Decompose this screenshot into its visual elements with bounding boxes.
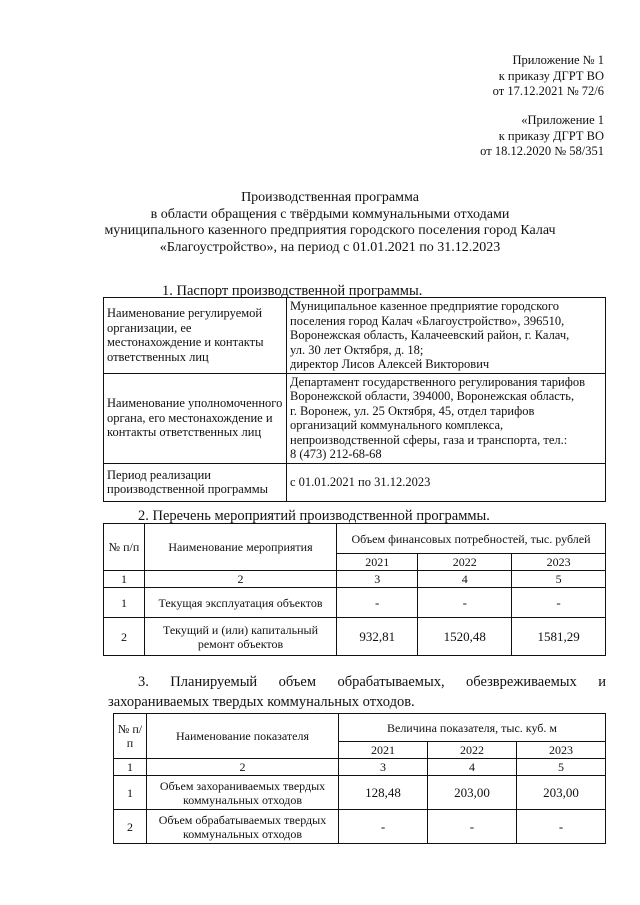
table-row — [104, 463, 606, 501]
table-row — [104, 571, 606, 588]
col-value-header: Величина показателя, тыс. куб. м — [339, 714, 606, 742]
heading-word: обезвреживаемых — [466, 674, 577, 690]
row-value: - — [516, 810, 605, 844]
value-line: организаций коммунального комплекса, — [290, 418, 504, 432]
index-cell: 2 — [147, 759, 339, 776]
value-line: Муниципальное казенное предприятие городского — [290, 299, 559, 313]
value-line: поселения город Калач «Благоустройство», 396510, — [290, 313, 565, 328]
indicators-table — [113, 713, 606, 844]
row-value: 932,81 — [337, 618, 418, 656]
col-name-header: Наименование показателя — [147, 714, 339, 759]
value-line: непроизводственной сферы, газа и транспорта, тел.: — [290, 432, 568, 447]
index-cell: 1 — [114, 759, 147, 776]
year-header: 2022 — [418, 554, 512, 571]
col-name-header: Наименование мероприятия — [145, 524, 337, 571]
table-row — [104, 618, 606, 656]
row-value: - — [337, 588, 418, 618]
section2-heading: 2. Перечень мероприятий производственной программы. — [138, 508, 490, 524]
row-value: 203,00 — [516, 776, 605, 810]
table-row — [114, 759, 606, 776]
section3-heading — [138, 674, 606, 691]
year-header: 2023 — [512, 554, 606, 571]
row-value: - — [512, 588, 606, 618]
annex-line: к приказу ДГРТ ВО — [498, 68, 604, 83]
passport-value — [287, 373, 606, 463]
section3-heading-line2: захораниваемых твердых коммунальных отходов. — [108, 694, 415, 710]
passport-value — [287, 463, 606, 501]
row-value: 203,00 — [427, 776, 516, 810]
value-line: г. Воронеж, ул. 25 Октября, 45, отдел тарифов — [290, 403, 535, 418]
title-line: Производственная программа — [241, 190, 419, 205]
section1-heading: 1. Паспорт производственной программы. — [162, 283, 423, 299]
year-header: 2021 — [339, 742, 428, 759]
row-num: 2 — [114, 810, 147, 844]
table-row — [104, 298, 606, 374]
annex-line: к приказу ДГРТ ВО — [498, 128, 604, 143]
index-cell: 2 — [145, 571, 337, 588]
annex-line: от 17.12.2021 № 72/6 — [492, 84, 604, 98]
index-cell: 4 — [418, 571, 512, 588]
document-title — [60, 190, 600, 256]
heading-word: обрабатываемых, — [337, 674, 445, 690]
events-table — [103, 523, 606, 656]
title-line: в области обращения с твёрдыми коммунальными отходами — [150, 206, 510, 222]
index-cell: 4 — [427, 759, 516, 776]
row-name: Текущая эксплуатация объектов — [145, 588, 337, 618]
row-name: Текущий и (или) капитальный ремонт объектов — [145, 618, 337, 656]
row-num: 2 — [104, 618, 145, 656]
index-cell: 5 — [516, 759, 605, 776]
annex-line: «Приложение 1 — [521, 113, 604, 127]
table-row — [114, 776, 606, 810]
passport-table — [103, 297, 606, 502]
value-line: ул. 30 лет Октября, д. 18; — [290, 342, 424, 357]
title-line: муниципального казенного предприятия городского поселения город Калач — [104, 223, 556, 238]
heading-num: 3. — [138, 674, 149, 690]
annex-line: от 18.12.2020 № 58/351 — [480, 144, 604, 158]
col-amount-header: Объем финансовых потребностей, тыс. рублей — [337, 524, 606, 554]
row-num: 1 — [104, 588, 145, 618]
year-header: 2022 — [427, 742, 516, 759]
value-line: директор Лисов Алексей Викторович — [290, 357, 490, 371]
col-num-header: № п/п — [114, 714, 147, 759]
value-line: Департамент государственного регулирования тарифов — [290, 374, 585, 389]
value-line: Воронежской области, 394000, Воронежская область, — [290, 389, 575, 403]
index-cell: 5 — [512, 571, 606, 588]
row-value: 1520,48 — [418, 618, 512, 656]
table-row — [104, 588, 606, 618]
index-cell: 1 — [104, 571, 145, 588]
col-num-header: № п/п — [104, 524, 145, 571]
annex-previous — [480, 113, 604, 160]
table-row — [114, 810, 606, 844]
passport-label: Наименование регулируемой организации, ее местонахождение и контакты ответственных лиц — [104, 298, 287, 374]
row-name: Объем захораниваемых твердых коммунальных отходов — [147, 776, 339, 810]
heading-word: Планируемый — [170, 674, 258, 690]
heading-word: объем — [278, 674, 317, 690]
year-header: 2021 — [337, 554, 418, 571]
index-cell: 3 — [339, 759, 428, 776]
row-name: Объем обрабатываемых твердых коммунальных отходов — [147, 810, 339, 844]
table-row — [104, 373, 606, 463]
index-cell: 3 — [337, 571, 418, 588]
row-value: - — [418, 588, 512, 618]
row-value: 1581,29 — [512, 618, 606, 656]
row-value: - — [427, 810, 516, 844]
row-value: 128,48 — [339, 776, 428, 810]
annex-line: Приложение № 1 — [512, 53, 604, 67]
row-value: - — [339, 810, 428, 844]
value-line: 8 (473) 212-68-68 — [290, 447, 382, 461]
passport-label: Наименование уполномоченного органа, его местонахождение и контакты ответственных лиц — [104, 373, 287, 463]
value-line: Воронежская область, Калачеевский район, г. Калач, — [290, 328, 570, 342]
title-line: «Благоустройство», на период с 01.01.2021 по 31.12.2023 — [159, 239, 501, 255]
table-row — [104, 524, 606, 554]
passport-label: Период реализации производственной программы — [104, 463, 287, 501]
passport-value — [287, 298, 606, 374]
annex-current — [493, 53, 604, 100]
row-num: 1 — [114, 776, 147, 810]
year-header: 2023 — [516, 742, 605, 759]
value-line: с 01.01.2021 по 31.12.2023 — [290, 474, 431, 489]
heading-word: и — [598, 674, 606, 690]
table-row — [114, 714, 606, 742]
